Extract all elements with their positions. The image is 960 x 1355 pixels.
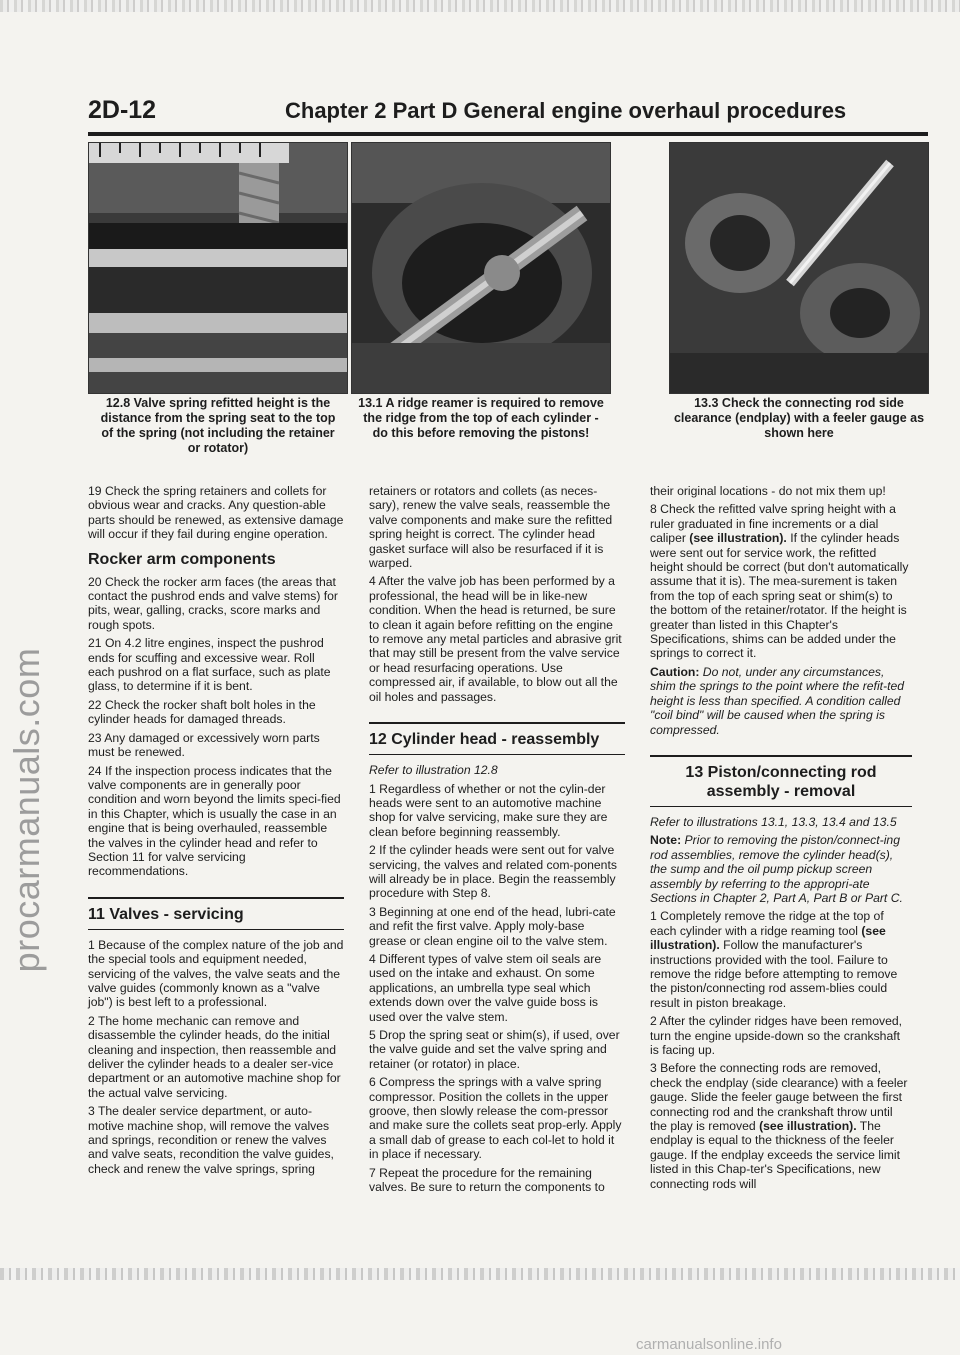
photo-feeler-gauge bbox=[669, 142, 929, 394]
s12-step-1: 1 Regardless of whether or not the cylin-der heads were sent to an automotive machine shop for valve servicing, make sure they are clean before beginning reassembly. bbox=[369, 781, 608, 839]
s12-step-8-text-end: If the cylinder heads were sent out for service work, the refitted height should be correct (but don't automatically assume that it is). The mea-surement is taken from the top of each spring seat or shim(s) to the bottom of the retainer/rotator. If the height is greater than listed in this Chapter's Specifications, shims can be added under the springs to correct it. bbox=[650, 531, 909, 661]
s11-step-4: 4 After the valve job has been performed by a professional, the head will be in like-new condition. When the head is returned, be sure to clean it again before refitting on the engine to remove any metal particles and abrasive grit that may still be present from the valve service or head resurfacing operations. Use compressed air, if available, to blow out all the oil holes and passages. bbox=[369, 574, 622, 704]
paragraph-21: 21 On 4.2 litre engines, inspect the pushrod ends for scuffing and excessive wear. Roll each pushrod on a flat surface, such as plate glass, to determine if it is bent. bbox=[88, 636, 331, 694]
s13-step-1-text: 1 Completely remove the ridge at the top of each cylinder with a ridge reaming tool bbox=[650, 909, 884, 938]
caution-note bbox=[650, 665, 912, 737]
s12-step-7: 7 Repeat the procedure for the remaining valves. Be sure to return the components to bbox=[369, 1165, 605, 1195]
scan-noise-top bbox=[0, 0, 960, 12]
s12-step-6: 6 Compress the springs with a valve spring compressor. Position the collets in the upper groove, then slowly release the com-pressor and make sure the collets seat prop-erly. Apply a small dab of grease to each col-let to hold it in place if necessary. bbox=[369, 1075, 622, 1162]
header-rule bbox=[88, 132, 928, 136]
note-text: Prior to removing the piston/connect-ing rod assemblies, remove the cylinder head(s), the sump and the oil pump pickup screen assembly by referring to the appropri-ate Sections in Chapter 2, Part A, Part B or Part C. bbox=[650, 833, 903, 905]
s12-step-4: 4 Different types of valve stem oil seals are used on the intake and exhaust. On some applications, an umbrella type seal which extends down over the valve guide boss is used over the valve stem. bbox=[369, 951, 602, 1024]
note-label: Note: bbox=[650, 833, 682, 848]
s13-step-1-text-end: Follow the manufacturer's instructions provided with the tool. Failure to remove the ridge before attempting to remove the piston/connecting rod assem-blies could result in piston breakage. bbox=[650, 938, 898, 1010]
s11-step-2: 2 The home mechanic can remove and disassemble the cylinder heads, do the initial cleaning and inspection, then reassemble and deliver the cylinder heads to a dealer ser-vice department or an automotive machine shop for the actual valve servicing. bbox=[88, 1013, 341, 1100]
s12-step-2: 2 If the cylinder heads were sent out for valve servicing, the valves and related com-ponents will already be in place. Begin the reassembly procedure with Step 8. bbox=[369, 843, 617, 901]
section-12-heading: 12 Cylinder head - reassembly bbox=[369, 722, 625, 755]
text-column-3 bbox=[650, 484, 912, 1195]
caution-text: Do not, under any circumstances, shim the springs to the point where the refit-ted height is less than specified. A condition called "coil bind" will be caused when the spring is compressed. bbox=[650, 664, 905, 737]
page-number: 2D-12 bbox=[88, 96, 157, 124]
paragraph-19: 19 Check the spring retainers and collets for obvious wear and cracks. Any question-able parts should be renewed, as extensive damage will occur if they fail during engine operation. bbox=[88, 484, 344, 542]
s11-step-3: 3 The dealer service department, or auto-motive machine shop, will remove the valves and springs, recondition or renew the valves and valve seats, recondition the valve guides, check and renew the valve springs, spring bbox=[88, 1104, 334, 1176]
see-illustration-ref[interactable]: (see illustration). bbox=[650, 923, 886, 953]
s11-step-1: 1 Because of the complex nature of the job and the special tools and equipment needed, servicing of the valves, the valve seats and the valve guides (commonly known as a "valve job") is best left to a professional. bbox=[88, 937, 344, 1010]
paragraph-24: 24 If the inspection process indicates that the valve components are in generally poor condition and worn beyond the limits speci-fied in this Chapter, which is usually the case in an engine that is being overhauled, reassemble the valves in the cylinder head and refer to Section 11 for valve servicing recommendations. bbox=[88, 763, 341, 879]
photo-valve-spring bbox=[88, 142, 348, 394]
s13-step-3-text-end: The endplay is equal to the thickness of the feeler gauge. If the endplay exceeds the service limit listed in this Chap-ter's Specifications, new connecting rods will bbox=[650, 1119, 900, 1191]
s13-step-3 bbox=[650, 1061, 912, 1191]
s12-step-8 bbox=[650, 502, 912, 660]
section-13-heading: 13 Piston/connecting rod assembly - removal bbox=[650, 755, 912, 807]
caption-12-8: 12.8 Valve spring refitted height is the distance from the spring seat to the top of the spring (not including the retainer or rotator) bbox=[100, 396, 336, 455]
chapter-title: Chapter 2 Part D General engine overhaul procedures bbox=[285, 98, 847, 123]
paragraph-23: 23 Any damaged or excessively worn parts must be renewed. bbox=[88, 730, 320, 760]
s12-step-3: 3 Beginning at one end of the head, lubri-cate and refit the first valve. Apply moly-base grease or clean engine oil to the valve stem. bbox=[369, 904, 616, 948]
photo-ridge-reamer bbox=[351, 142, 611, 394]
paragraph-22: 22 Check the rocker shaft bolt holes in the cylinder heads for damaged threads. bbox=[88, 697, 316, 727]
s13-step-1 bbox=[650, 909, 912, 1010]
side-watermark-text: procarmanuals.com bbox=[6, 647, 47, 973]
s11-continued: retainers or rotators and collets (as neces-sary), renew the valve seals, reassemble the valve components and make sure the refitted spring height is correct. The cylinder head gasket surface will also be resurfaced if it is warped. bbox=[369, 484, 613, 571]
caption-13-3: 13.3 Check the connecting rod side clearance (endplay) with a feeler gauge as shown here bbox=[673, 396, 925, 440]
side-watermark bbox=[4, 560, 50, 1060]
s12-step-5: 5 Drop the spring seat or shim(s), if used, over the valve guide and set the valve spring and retainer (or rotator) in place. bbox=[369, 1028, 620, 1071]
footer-watermark: carmanualsonline.info bbox=[636, 1336, 782, 1353]
s13-reference: Refer to illustrations 13.1, 13.3, 13.4 and 13.5 bbox=[650, 814, 897, 829]
see-illustration-ref[interactable]: (see illustration). bbox=[689, 531, 787, 546]
page-header bbox=[88, 96, 928, 132]
s13-note bbox=[650, 833, 912, 905]
text-column-1 bbox=[88, 484, 344, 1180]
s13-step-3-text: 3 Before the connecting rods are removed, check the endplay (side clearance) with a feeler gauge. Slide the feeler gauge between the first connecting rod and the crankshaft throw until the play is removed bbox=[650, 1061, 908, 1134]
s13-step-2: 2 After the cylinder ridges have been removed, turn the engine upside-down so the crankshaft is facing up. bbox=[650, 1014, 903, 1057]
see-illustration-ref[interactable]: (see illustration). bbox=[759, 1119, 857, 1134]
s12-continued: their original locations - do not mix them up! bbox=[650, 484, 886, 498]
section-11-heading: 11 Valves - servicing bbox=[88, 897, 344, 930]
caption-13-1: 13.1 A ridge reamer is required to remove the ridge from the top of each cylinder - do this before removing the pistons! bbox=[358, 396, 604, 440]
text-column-2 bbox=[369, 484, 625, 1198]
s12-step-8-text: 8 Check the refitted valve spring height with a ruler graduated in fine increments or a dial caliper bbox=[650, 502, 896, 546]
subheading-rocker-arm: Rocker arm components bbox=[88, 550, 276, 568]
s12-reference: Refer to illustration 12.8 bbox=[369, 763, 498, 778]
scan-noise-bottom bbox=[0, 1268, 960, 1280]
paragraph-20: 20 Check the rocker arm faces (the areas that contact the pushrod ends and valve stems) for pits, wear, galling, cracks, score marks and rough spots. bbox=[88, 574, 338, 632]
caution-label: Caution: bbox=[650, 664, 700, 679]
